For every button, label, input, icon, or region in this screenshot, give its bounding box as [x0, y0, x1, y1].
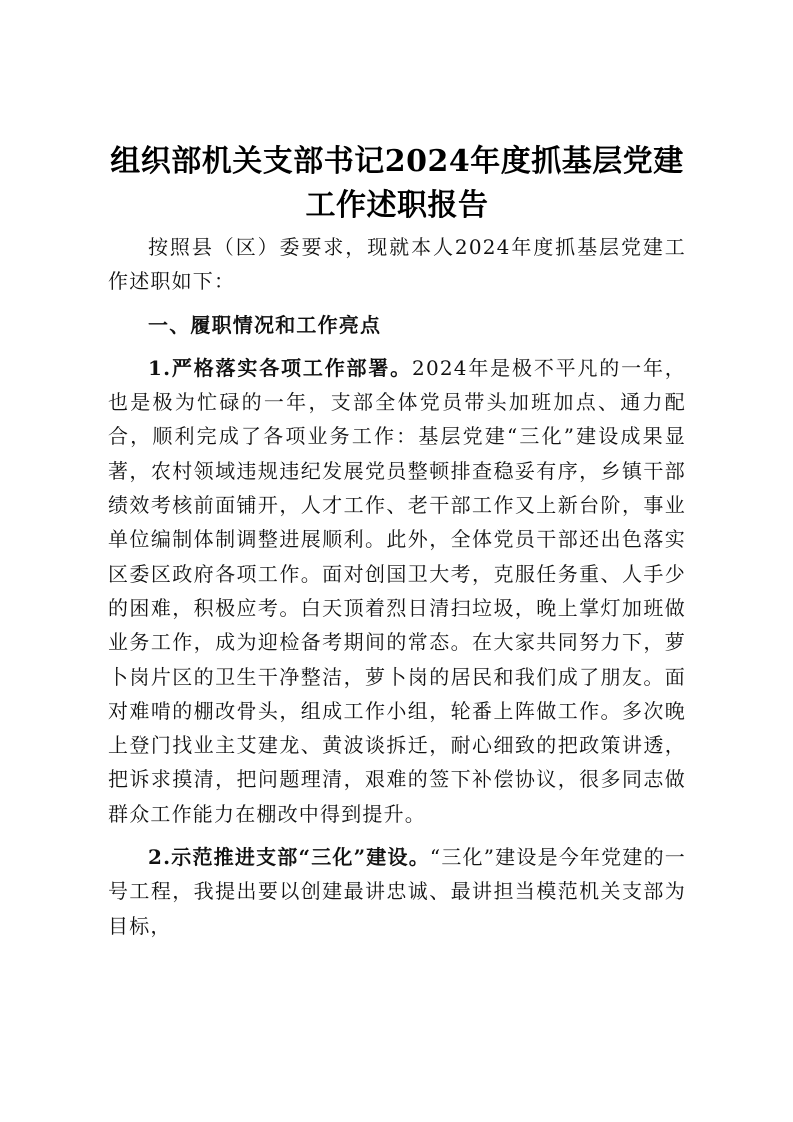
spacer: [108, 299, 686, 308]
item-1-paragraph: [108, 351, 686, 831]
item-2-lead: 2.示范推进支部“三化”建设。: [148, 845, 430, 870]
spacer: [108, 831, 686, 840]
section-heading: 一、履职情况和工作亮点: [148, 312, 382, 337]
intro-paragraph: 按照县（区）委要求，现就本人2024年度抓基层党建工作述职如下：: [108, 235, 686, 294]
item-2-body: “三化”建设是今年党建的一号工程，我提出要以创建最讲忠诚、最讲担当模范机关支部为目标，: [108, 845, 686, 938]
item-1-lead: 1.严格落实各项工作部署。: [148, 355, 413, 380]
document-body: [108, 140, 686, 943]
spacer: [108, 342, 686, 351]
item-1-body: 2024年是极不平凡的一年，也是极为忙碌的一年，支部全体党员带头加班加点、通力配合，顺利完成了各项业务工作：基层党建“三化”建设成果显著，农村领域违规违纪发展党员整顿排查稳妥有序，乡镇干部绩效考核前面铺开，人才工作、老干部工作又上新台阶，事业单位编制体制调整进展顺利。此外，全体党员干部还出色落实区委区政府各项工作。面对创国卫大考，克服任务重、人手少的困难，积极应考。白天顶着烈日清扫垃圾，晚上掌灯加班做业务工作，成为迎检备考期间的常态。在大家共同努力下，萝卜岗片区的卫生干净整洁，萝卜岗的居民和我们成了朋友。面对难啃的棚改骨头，组成工作小组，轮番上阵做工作。多次晚上登门找业主艾建龙、黄波谈拆迁，耐心细致的把政策讲透，把诉求摸清，把问题理清，艰难的签下补偿协议，很多同志做群众工作能力在棚改中得到提升。: [108, 355, 686, 826]
item-2-paragraph: [108, 840, 686, 943]
document-title: 组织部机关支部书记2024年度抓基层党建工作述职报告: [110, 144, 684, 223]
